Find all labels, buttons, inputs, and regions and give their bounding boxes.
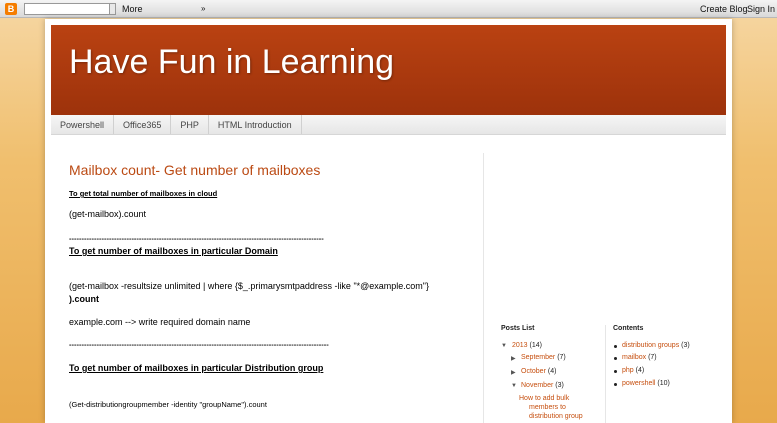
create-blog-link[interactable]: Create Blog xyxy=(700,4,748,14)
search-button[interactable] xyxy=(110,3,116,15)
triangle-down-icon[interactable]: ▼ xyxy=(501,343,507,349)
heading-cloud-mailboxes: To get total number of mailboxes in cloud xyxy=(69,189,218,198)
archive-year[interactable]: 2013 (14) xyxy=(512,342,542,349)
bullet-icon xyxy=(614,357,617,360)
page-tabs xyxy=(51,115,726,135)
code-domain-line2: ).count xyxy=(69,294,99,304)
triangle-down-icon[interactable]: ▼ xyxy=(511,383,517,389)
sign-in-link[interactable]: Sign In xyxy=(747,4,776,14)
code-mailbox-count: (get-mailbox).count xyxy=(69,209,147,219)
archive-post-link-line3[interactable]: distribution group xyxy=(529,413,583,420)
label-php[interactable]: php (4) xyxy=(622,367,645,374)
heading-domain-mailboxes: To get number of mailboxes in particular Domain xyxy=(69,246,278,256)
more-menu[interactable]: More xyxy=(122,4,143,14)
sidebar-divider xyxy=(605,325,606,423)
chevron-down-icon[interactable]: » xyxy=(201,4,206,13)
blogger-logo-icon[interactable]: B xyxy=(5,3,17,15)
posts-list-title: Posts List xyxy=(501,325,535,332)
contents-title: Contents xyxy=(613,325,644,332)
tab-office365[interactable]: Office365 xyxy=(114,115,171,134)
blogger-navbar xyxy=(0,0,777,18)
tab-html-introduction[interactable]: HTML Introduction xyxy=(209,115,302,134)
triangle-right-icon[interactable]: ▶ xyxy=(511,370,516,376)
blog-title[interactable]: Have Fun in Learning xyxy=(69,43,395,81)
label-powershell[interactable]: powershell (10) xyxy=(622,380,670,387)
separator: -------------------------------------------------------------------------------------------------------- xyxy=(69,340,329,349)
tab-powershell[interactable]: Powershell xyxy=(51,115,114,134)
archive-month-november[interactable]: November (3) xyxy=(521,382,564,389)
triangle-right-icon[interactable]: ▶ xyxy=(511,356,516,362)
search-input[interactable] xyxy=(24,3,110,15)
separator: ------------------------------------------------------------------------------------------------------ xyxy=(69,234,324,243)
blog-header xyxy=(51,25,726,115)
code-domain-line1: (get-mailbox -resultsize unlimited | where {$_.primarysmtpaddress -like "*@example.com"} xyxy=(69,281,429,291)
archive-post-link-line1[interactable]: How to add bulk xyxy=(519,395,570,402)
archive-post-link-line2[interactable]: members to xyxy=(529,404,566,411)
bullet-icon xyxy=(614,370,617,373)
heading-group-mailboxes: To get number of mailboxes in particular Distribution group xyxy=(69,363,324,373)
archive-month-september[interactable]: September (7) xyxy=(521,354,566,361)
archive-month-october[interactable]: October (4) xyxy=(521,368,557,375)
bullet-icon xyxy=(614,383,617,386)
domain-note: example.com --> write required domain name xyxy=(69,317,251,327)
bullet-icon xyxy=(614,345,617,348)
column-divider xyxy=(483,153,484,423)
content-outer xyxy=(45,19,732,423)
label-distribution-groups[interactable]: distribution groups (3) xyxy=(622,342,690,349)
post-title[interactable]: Mailbox count- Get number of mailboxes xyxy=(69,162,321,178)
code-group-count: (Get-distributiongroupmember -identity "groupName").count xyxy=(69,400,267,409)
tab-php[interactable]: PHP xyxy=(171,115,209,134)
label-mailbox[interactable]: mailbox (7) xyxy=(622,354,657,361)
